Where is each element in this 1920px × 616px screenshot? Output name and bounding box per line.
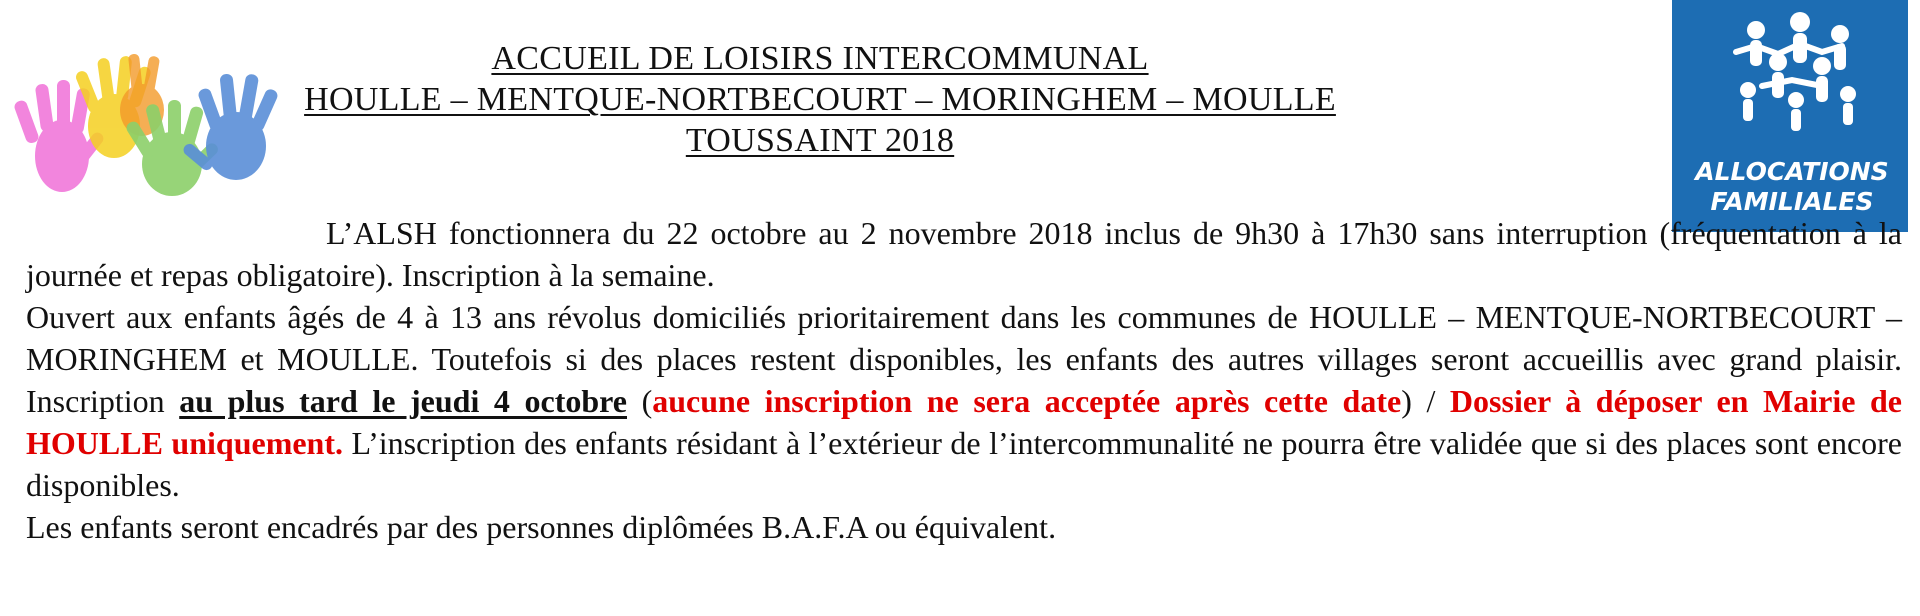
registration-warning: aucune inscription ne sera acceptée après cette date [652,383,1402,419]
registration-location: Dossier à déposer en Mairie de HOULLE uniquement. [26,383,1903,461]
registration-sep2: ) / [1401,383,1450,419]
document-body [26,212,1902,548]
logo-text-line2: FAMILIALES [1710,187,1874,216]
title-line-2: HOULLE – MENTQUE-NORTBECOURT – MORINGHEM – MOULLE [304,81,1336,118]
registration-sep1: ( [627,383,653,419]
caf-logo [1672,0,1908,232]
registration-note: L’inscription des enfants résidant à l’extérieur de l’intercommunalité ne pourra être validée que si des places sont encore disponibles. [26,425,1903,503]
paragraph-eligibility: Ouvert aux enfants âgés de 4 à 13 ans révolus domiciliés prioritairement dans les communes de HOULLE – MENTQUE-NORTBECOURT – MORINGHEM et MOULLE. Toutefois si des places restent disponibles, les enfants des autres villages seront accueillis avec grand plaisir. [26,299,1902,377]
logo-text-line1: ALLOCATIONS [1695,157,1889,186]
title-line-1: ACCUEIL DE LOISIRS INTERCOMMUNAL [491,40,1149,77]
registration-intro: Inscription [26,383,180,419]
paragraph-schedule: L’ALSH fonctionnera du 22 octobre au 2 novembre 2018 inclus de 9h30 à 17h30 sans interruption (fréquentation à la journée et repas obligatoire). Inscription à la semaine. [26,215,1902,293]
registration-deadline: au plus tard le jeudi 4 octobre [179,383,627,419]
paragraph-registration [26,380,1902,506]
title-line-3: TOUSSAINT 2018 [685,122,955,159]
page-title [0,38,1640,161]
paragraph-supervision: Les enfants seront encadrés par des personnes diplômées B.A.F.A ou équivalent. [26,509,1057,545]
